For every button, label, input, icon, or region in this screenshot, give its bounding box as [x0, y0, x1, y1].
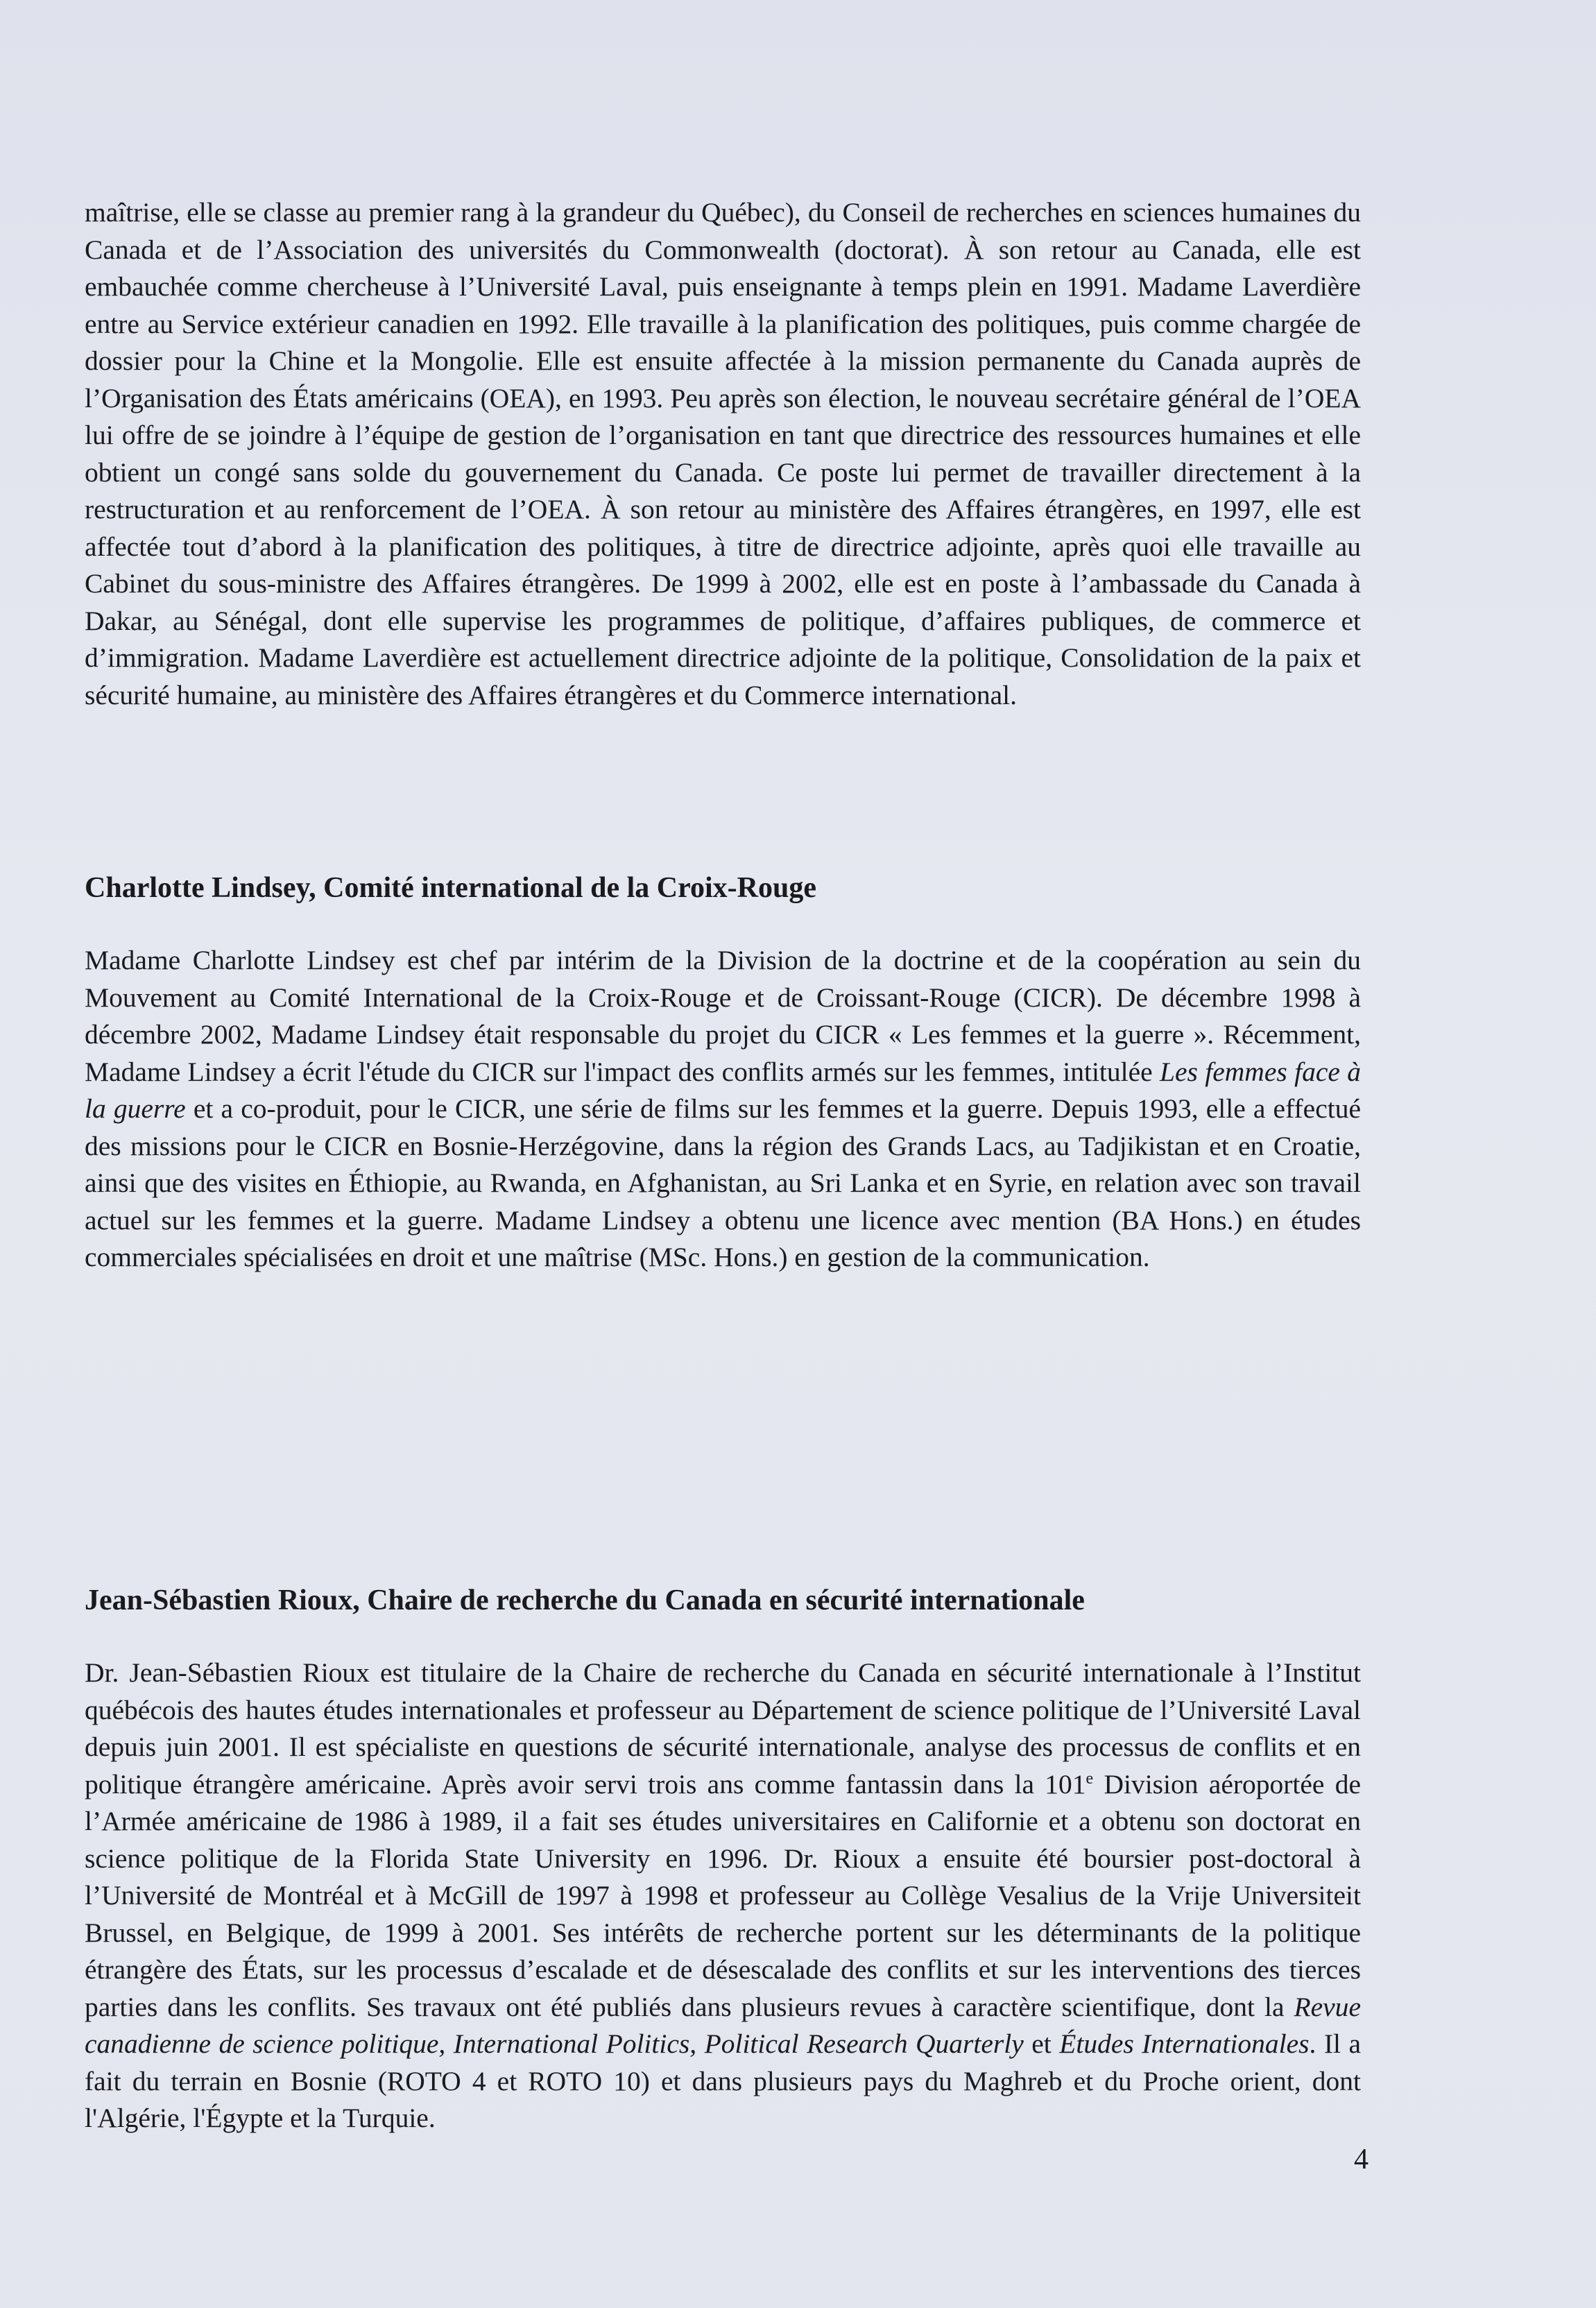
paragraph-text: et [1023, 2028, 1060, 2059]
italic-title-text: Les femmes face à la guerre [85, 1056, 1361, 1124]
section-heading-lindsey: Charlotte Lindsey, Comité international de la Croix-Rouge [85, 872, 817, 904]
paragraph-text: et a co-produit, pour le CICR, une série de films sur les femmes et la guerre. Depuis 1993, elle a effectué des missions pour le CICR en Bosnie-Herzégovine, dans la région des Grands Lacs, au Tadjikistan et en Croatie, ainsi que des visites en Éthiopie, au Rwanda, en Afghanistan, au Sri Lanka et en Syrie, en relation avec son travail actuel sur les femmes et la guerre. Madame Lindsey a obtenu une licence avec mention (BA Hons.) en études commerciales spécialisées en droit et une maîtrise (MSc. Hons.) en gestion de la communication. [85, 1093, 1361, 1272]
paragraph-text: Madame Charlotte Lindsey est chef par intérim de la Division de la doctrine et de la coopération au sein du Mouvement au Comité International de la Croix-Rouge et de Croissant-Rouge (CICR). De décembre 1998 à décembre 2002, Madame Lindsey était responsable du projet du CICR « Les femmes et la guerre ». Récemment, Madame Lindsey a écrit l'étude du CICR sur l'impact des conflits armés sur les femmes, intitulée [85, 945, 1361, 1087]
paragraph-text: Division aéroportée de l’Armée américaine de 1986 à 1989, il a fait ses études universitaires en Californie et a obtenu son doctorat en science politique de la Florida State University en 1996. Dr. Rioux a ensuite été boursier post-doctoral à l’Université de Montréal et à McGill de 1997 à 1998 et professeur au Collège Vesalius de la Vrije Universiteit Brussel, en Belgique, de 1999 à 2001. Ses intérêts de recherche portent sur les déterminants de la politique étrangère des États, sur les processus d’escalade et de désescalade des conflits et sur les interventions des tierces parties dans les conflits. Ses travaux ont été publiés dans plusieurs revues à caractère scientifique, dont la [85, 1768, 1361, 2022]
biography-paragraph-lindsey [85, 942, 1361, 1276]
italic-title-text: Revue canadienne de science politique, International Politics, Political Research Quarterly [85, 1991, 1361, 2059]
biography-paragraph-rioux [85, 1655, 1361, 2137]
superscript-text: e [1086, 1769, 1094, 1788]
paragraph-text: Dr. Jean-Sébastien Rioux est titulaire de la Chaire de recherche du Canada en sécurité internationale à l’Institut québécois des hautes études internationales et professeur au Département de science politique de l’Université Laval depuis juin 2001. Il est spécialiste en questions de sécurité internationale, analyse des processus de conflits et en politique étrangère américaine. Après avoir servi trois ans comme fantassin dans la 101 [85, 1657, 1361, 1800]
paragraph-text: maîtrise, elle se classe au premier rang à la grandeur du Québec), du Conseil de recherches en sciences humaines du Canada et de l’Association des universités du Commonwealth (doctorat). À son retour au Canada, elle est embauchée comme chercheuse à l’Université Laval, puis enseignante à temps plein en 1991. Madame Laverdière entre au Service extérieur canadien en 1992. Elle travaille à la planification des politiques, puis comme chargée de dossier pour la Chine et la Mongolie. Elle est ensuite affectée à la mission permanente du Canada auprès de l’Organisation des États américains (OEA), en 1993. Peu après son élection, le nouveau secrétaire général de l’OEA lui offre de se joindre à l’équipe de gestion de l’organisation en tant que directrice des ressources humaines et elle obtient un congé sans solde du gouvernement du Canada. Ce poste lui permet de travailler directement à la restructuration et au renforcement de l’OEA. À son retour au ministère des Affaires étrangères, en 1997, elle est affectée tout d’abord à la planification des politiques, à titre de directrice adjointe, après quoi elle travaille au Cabinet du sous-ministre des Affaires étrangères. De 1999 à 2002, elle est en poste à l’ambassade du Canada à Dakar, au Sénégal, dont elle supervise les programmes de politique, d’affaires publiques, de commerce et d’immigration. Madame Laverdière est actuellement directrice adjointe de la politique, Consolidation de la paix et sécurité humaine, au ministère des Affaires étrangères et du Commerce international. [85, 197, 1361, 710]
section-heading-rioux: Jean-Sébastien Rioux, Chaire de recherche du Canada en sécurité internationale [85, 1584, 1085, 1616]
italic-title-text: Études Internationales [1059, 2028, 1310, 2059]
biography-paragraph-laverdiere [85, 194, 1361, 714]
paragraph-text: . Il a fait du terrain en Bosnie (ROTO 4 et ROTO 10) et dans plusieurs pays du Maghreb et du Proche orient, dont l'Algérie, l'Égypte et la Turquie. [85, 2028, 1361, 2133]
page-number: 4 [1354, 2144, 1368, 2175]
